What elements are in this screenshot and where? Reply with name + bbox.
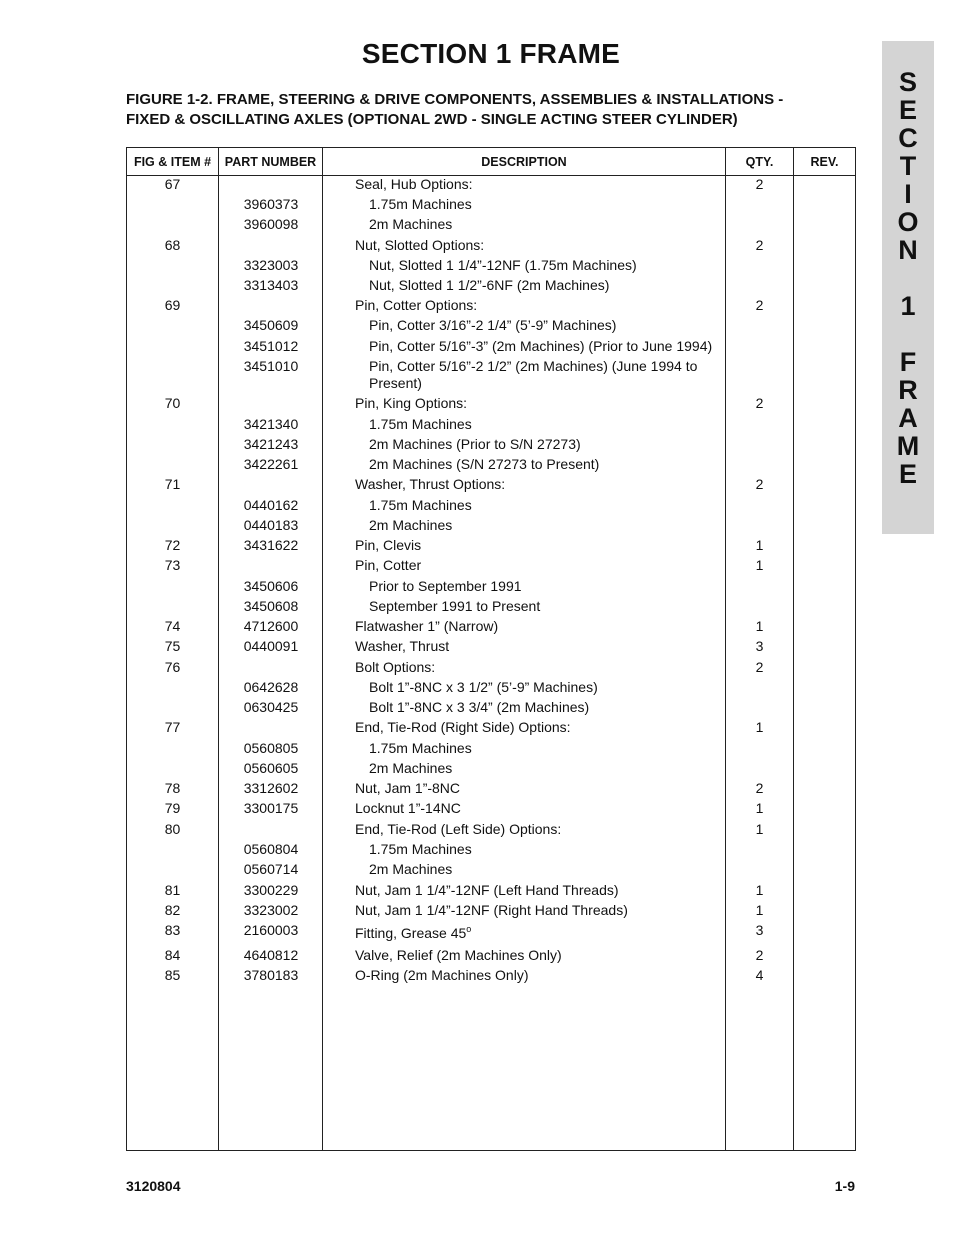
description-cell: Pin, King Options: — [355, 395, 468, 411]
part-number-cell: 0560714 — [243, 861, 299, 877]
part-number-cell: 2160003 — [243, 922, 299, 938]
fig-item-cell: 75 — [164, 638, 181, 654]
description-cell: Prior to September 1991 — [369, 578, 522, 594]
fig-item-cell: 85 — [164, 967, 181, 983]
part-number-cell: 3422261 — [243, 456, 299, 472]
part-number-cell: 3421243 — [243, 436, 299, 452]
part-number-cell: 3313403 — [243, 277, 299, 293]
part-number-cell: 3323003 — [243, 257, 299, 273]
qty-cell: 2 — [755, 659, 764, 675]
description-cell: 2m Machines — [369, 861, 453, 877]
footer-page-number: 1-9 — [834, 1178, 855, 1194]
part-number-cell: 3300175 — [243, 800, 299, 816]
description-cell: O-Ring (2m Machines Only) — [355, 967, 529, 983]
part-number-cell: 3450609 — [243, 317, 299, 333]
qty-cell: 2 — [755, 395, 764, 411]
side-tab-letter: N — [898, 235, 918, 265]
header-rev: REV. — [794, 148, 856, 176]
fig-item-cell: 82 — [164, 902, 181, 918]
qty-cell: 1 — [755, 719, 764, 735]
qty-cell: 1 — [755, 800, 764, 816]
qty-cell: 2 — [755, 176, 764, 192]
description-cell: Pin, Clevis — [355, 537, 422, 553]
description-cell: 2m Machines — [369, 216, 453, 232]
qty-column — [726, 176, 794, 1151]
description-cell: Flatwasher 1” (Narrow) — [355, 618, 499, 634]
rev-column — [794, 176, 856, 1151]
qty-cell: 3 — [755, 922, 764, 938]
fig-item-cell: 69 — [164, 297, 181, 313]
qty-cell: 1 — [755, 821, 764, 837]
part-number-cell: 0440183 — [243, 517, 299, 533]
description-cell: Nut, Jam 1 1/4”-12NF (Right Hand Threads) — [355, 902, 628, 918]
description-cell: Nut, Slotted 1 1/4”-12NF (1.75m Machines) — [369, 257, 637, 273]
description-cell: 2m Machines (S/N 27273 to Present) — [369, 456, 600, 472]
part-number-cell: 0560804 — [243, 841, 299, 857]
description-cell: 2m Machines — [369, 517, 453, 533]
part-number-cell: 3421340 — [243, 416, 299, 432]
part-number-cell: 4640812 — [243, 947, 299, 963]
section-side-tab — [882, 41, 934, 534]
description-cell: 1.75m Machines — [369, 740, 472, 756]
header-qty: QTY. — [726, 148, 794, 176]
part-number-cell: 3960373 — [243, 196, 299, 212]
qty-cell: 2 — [755, 947, 764, 963]
figure-caption — [126, 90, 846, 130]
fig-item-cell: 71 — [164, 476, 181, 492]
qty-cell: 2 — [755, 780, 764, 796]
part-number-cell: 0630425 — [243, 699, 299, 715]
description-cell: Washer, Thrust — [355, 638, 450, 654]
side-tab-letter: E — [898, 95, 917, 125]
qty-cell: 1 — [755, 882, 764, 898]
fig-item-cell: 76 — [164, 659, 181, 675]
description-cell — [355, 925, 715, 942]
fig-item-cell: 70 — [164, 395, 181, 411]
parts-table — [126, 147, 856, 1151]
fig-item-cell: 67 — [164, 176, 181, 192]
part-number-cell: 3450606 — [243, 578, 299, 594]
fig-item-cell: 77 — [164, 719, 181, 735]
fig-item-cell: 84 — [164, 947, 181, 963]
description-cell: 2m Machines (Prior to S/N 27273) — [369, 436, 581, 452]
fig-item-cell: 68 — [164, 237, 181, 253]
footer-doc-number: 3120804 — [126, 1178, 181, 1194]
fig-item-cell: 80 — [164, 821, 181, 837]
part-number-cell: 3431622 — [243, 537, 299, 553]
table-header-row — [127, 148, 856, 176]
fig-item-cell: 83 — [164, 922, 181, 938]
description-cell: Bolt 1”-8NC x 3 1/2” (5’-9” Machines) — [369, 679, 598, 695]
description-cell: Nut, Slotted 1 1/2”-6NF (2m Machines) — [369, 277, 610, 293]
figure-caption-line-1: FIGURE 1-2. FRAME, STEERING & DRIVE COMPONENTS, ASSEMBLIES & INSTALLATIONS - — [126, 91, 784, 108]
header-fig-item: FIG & ITEM # — [127, 148, 219, 176]
description-cell: 1.75m Machines — [369, 497, 472, 513]
part-number-cell: 0560605 — [243, 760, 299, 776]
figure-caption-line-2: FIXED & OSCILLATING AXLES (OPTIONAL 2WD - SINGLE ACTING STEER CYLINDER) — [126, 111, 738, 128]
description-cell: Washer, Thrust Options: — [355, 476, 506, 492]
qty-cell: 3 — [755, 638, 764, 654]
header-part-number: PART NUMBER — [219, 148, 323, 176]
qty-cell: 1 — [755, 618, 764, 634]
degree-superscript: o — [466, 924, 472, 934]
description-cell: September 1991 to Present — [369, 598, 541, 614]
description-cell: 1.75m Machines — [369, 196, 472, 212]
description-cell: Bolt Options: — [355, 659, 436, 675]
description-cell: 2m Machines — [369, 760, 453, 776]
description-cell: Pin, Cotter 3/16”-2 1/4” (5’-9” Machines) — [369, 317, 617, 333]
side-tab-letter: I — [904, 179, 912, 209]
fig-item-cell: 73 — [164, 557, 181, 573]
description-cell: End, Tie-Rod (Left Side) Options: — [355, 821, 562, 837]
part-number-cell: 3312602 — [243, 780, 299, 796]
side-tab-letter: T — [899, 151, 917, 181]
description-text: Fitting, Grease 45 — [355, 925, 467, 941]
header-description: DESCRIPTION — [323, 148, 726, 176]
part-number-cell: 0440162 — [243, 497, 299, 513]
part-number-cell: 3451012 — [243, 338, 299, 354]
part-number-cell: 3451010 — [243, 358, 299, 374]
fig-item-cell: 81 — [164, 882, 181, 898]
qty-cell: 1 — [755, 557, 764, 573]
description-cell: Pin, Cotter 5/16”-2 1/2” (2m Machines) (June 1994 to — [369, 358, 698, 374]
description-cell: 1.75m Machines — [369, 416, 472, 432]
qty-cell: 2 — [755, 476, 764, 492]
description-cell: Valve, Relief (2m Machines Only) — [355, 947, 562, 963]
part-number-cell: 3450608 — [243, 598, 299, 614]
description-cell: Bolt 1”-8NC x 3 3/4” (2m Machines) — [369, 699, 590, 715]
side-tab-letter: R — [898, 375, 918, 405]
description-cell: Locknut 1”-14NC — [355, 800, 461, 816]
part-number-cell: 0642628 — [243, 679, 299, 695]
part-number-cell: 0440091 — [243, 638, 299, 654]
fig-item-cell: 78 — [164, 780, 181, 796]
part-number-cell: 0560805 — [243, 740, 299, 756]
description-cell: 1.75m Machines — [369, 841, 472, 857]
description-cell: Pin, Cotter — [355, 557, 422, 573]
description-cell: End, Tie-Rod (Right Side) Options: — [355, 719, 571, 735]
part-number-cell: 4712600 — [243, 618, 299, 634]
description-cell: Present) — [369, 375, 422, 391]
side-tab-letter: C — [898, 123, 918, 153]
side-tab-letter: O — [897, 207, 919, 237]
description-column — [323, 176, 726, 1151]
part-number-cell: 3323002 — [243, 902, 299, 918]
part-number-column — [219, 176, 323, 1151]
description-cell: Seal, Hub Options: — [355, 176, 473, 192]
description-cell: Nut, Slotted Options: — [355, 237, 485, 253]
qty-cell: 1 — [755, 902, 764, 918]
description-cell: Pin, Cotter Options: — [355, 297, 478, 313]
description-cell: Nut, Jam 1”-8NC — [355, 780, 461, 796]
side-tab-letter: E — [898, 459, 917, 489]
qty-cell: 2 — [755, 297, 764, 313]
qty-cell: 4 — [755, 967, 764, 983]
description-cell: Pin, Cotter 5/16”-3” (2m Machines) (Prior to June 1994) — [369, 338, 713, 354]
qty-cell: 2 — [755, 237, 764, 253]
fig-item-cell: 72 — [164, 537, 181, 553]
side-tab-letter: A — [898, 403, 918, 433]
fig-item-cell: 74 — [164, 618, 181, 634]
part-number-cell: 3300229 — [243, 882, 299, 898]
fig-item-column — [127, 176, 219, 1151]
part-number-cell: 3780183 — [243, 967, 299, 983]
qty-cell: 1 — [755, 537, 764, 553]
fig-item-cell: 79 — [164, 800, 181, 816]
side-tab-letter: 1 — [900, 291, 916, 321]
part-number-cell: 3960098 — [243, 216, 299, 232]
side-tab-letter: M — [896, 431, 920, 461]
side-tab-letter: S — [898, 67, 917, 97]
page-title: SECTION 1 FRAME — [361, 38, 621, 69]
description-cell: Nut, Jam 1 1/4”-12NF (Left Hand Threads) — [355, 882, 619, 898]
side-tab-letter: F — [899, 347, 917, 377]
